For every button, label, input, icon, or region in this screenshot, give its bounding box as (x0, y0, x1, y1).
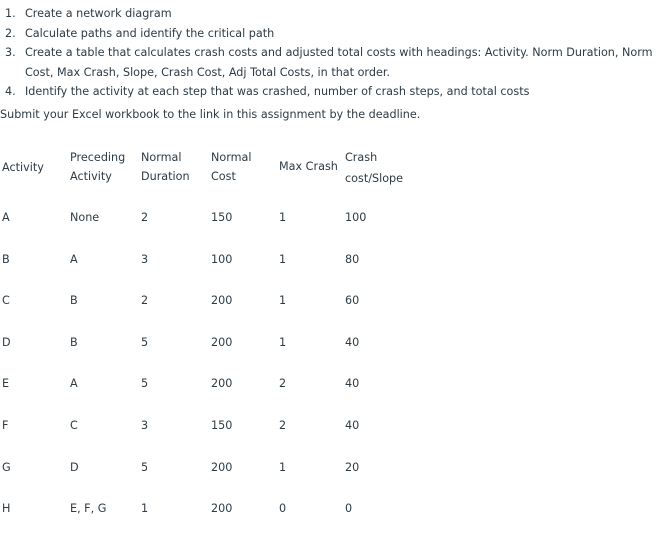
cell-cost: 200 (211, 460, 233, 474)
cell-preceding: E, F, G (70, 502, 107, 516)
instruction-text: Calculate paths and identify the critical path (25, 26, 275, 40)
cell-activity: A (2, 211, 10, 224)
instruction-number: 3. (5, 46, 16, 59)
cell-max-crash: 2 (279, 419, 287, 432)
cell-activity: H (2, 502, 11, 516)
cell-activity: E (2, 377, 10, 391)
header-normal-duration-line2: Duration (141, 170, 190, 183)
header-preceding-activity-line1: Preceding (70, 151, 126, 164)
header-max-crash: Max Crash (279, 160, 338, 173)
cell-duration: 2 (141, 294, 149, 308)
cell-slope: 40 (345, 419, 360, 432)
cell-max-crash: 1 (279, 211, 287, 224)
cell-cost: 100 (211, 252, 233, 266)
cell-slope: 40 (345, 335, 360, 349)
cell-duration: 3 (141, 419, 149, 432)
header-normal-duration-line1: Normal (141, 151, 182, 164)
cell-slope: 60 (345, 294, 360, 308)
cell-max-crash: 0 (279, 502, 287, 516)
cell-preceding: D (70, 460, 79, 474)
cell-max-crash: 1 (279, 252, 287, 266)
cell-preceding: C (70, 419, 78, 432)
cell-cost: 150 (211, 211, 233, 224)
cell-cost: 200 (211, 502, 233, 516)
cell-duration: 1 (141, 502, 149, 516)
cell-activity: B (2, 252, 10, 266)
cell-duration: 5 (141, 377, 149, 391)
cell-slope: 40 (345, 377, 360, 391)
cell-slope: 20 (345, 460, 360, 474)
cell-slope: 80 (345, 252, 360, 266)
cell-preceding: B (70, 294, 78, 308)
cell-duration: 3 (141, 252, 149, 266)
header-normal-cost-line2: Cost (211, 170, 236, 183)
cell-slope: 100 (345, 211, 367, 224)
instruction-text: Identify the activity at each step that was crashed, number of crash steps, and total costs (25, 85, 530, 98)
cell-duration: 5 (141, 335, 149, 349)
cell-cost: 200 (211, 294, 233, 308)
header-normal-cost-line1: Normal (211, 151, 252, 164)
cell-activity: D (2, 335, 11, 349)
instruction-number: 2. (5, 26, 16, 40)
cell-cost: 150 (211, 419, 233, 432)
cell-duration: 5 (141, 460, 149, 474)
cell-activity: G (2, 460, 11, 474)
cell-max-crash: 1 (279, 335, 287, 349)
cell-slope: 0 (345, 502, 353, 516)
cell-activity: F (2, 419, 9, 432)
header-preceding-activity-line2: Activity (70, 170, 112, 183)
header-crash-slope-line1: Crash (345, 151, 378, 164)
cell-cost: 200 (211, 335, 233, 349)
cell-preceding: None (70, 211, 100, 224)
instruction-number: 1. (5, 7, 16, 20)
header-crash-slope-line2: cost/Slope (345, 172, 404, 185)
cell-preceding: A (70, 252, 78, 266)
cell-max-crash: 1 (279, 460, 287, 474)
cell-preceding: A (70, 377, 78, 391)
cell-duration: 2 (141, 211, 149, 224)
header-activity: Activity (2, 161, 44, 174)
cell-cost: 200 (211, 377, 233, 391)
instruction-text: Create a network diagram (25, 7, 172, 20)
instruction-number: 4. (5, 85, 16, 98)
cell-max-crash: 2 (279, 377, 287, 391)
instruction-text: Create a table that calculates crash costs and adjusted total costs with headings: Activity. Norm Duration, Norm Cost, Max Crash, Slope, Crash Cost, Adj Total Costs, in that order. (25, 46, 653, 79)
submit-instructions: Submit your Excel workbook to the link in this assignment by the deadline. (0, 108, 421, 121)
cell-preceding: B (70, 335, 78, 349)
cell-activity: C (2, 294, 10, 308)
cell-max-crash: 1 (279, 294, 287, 308)
